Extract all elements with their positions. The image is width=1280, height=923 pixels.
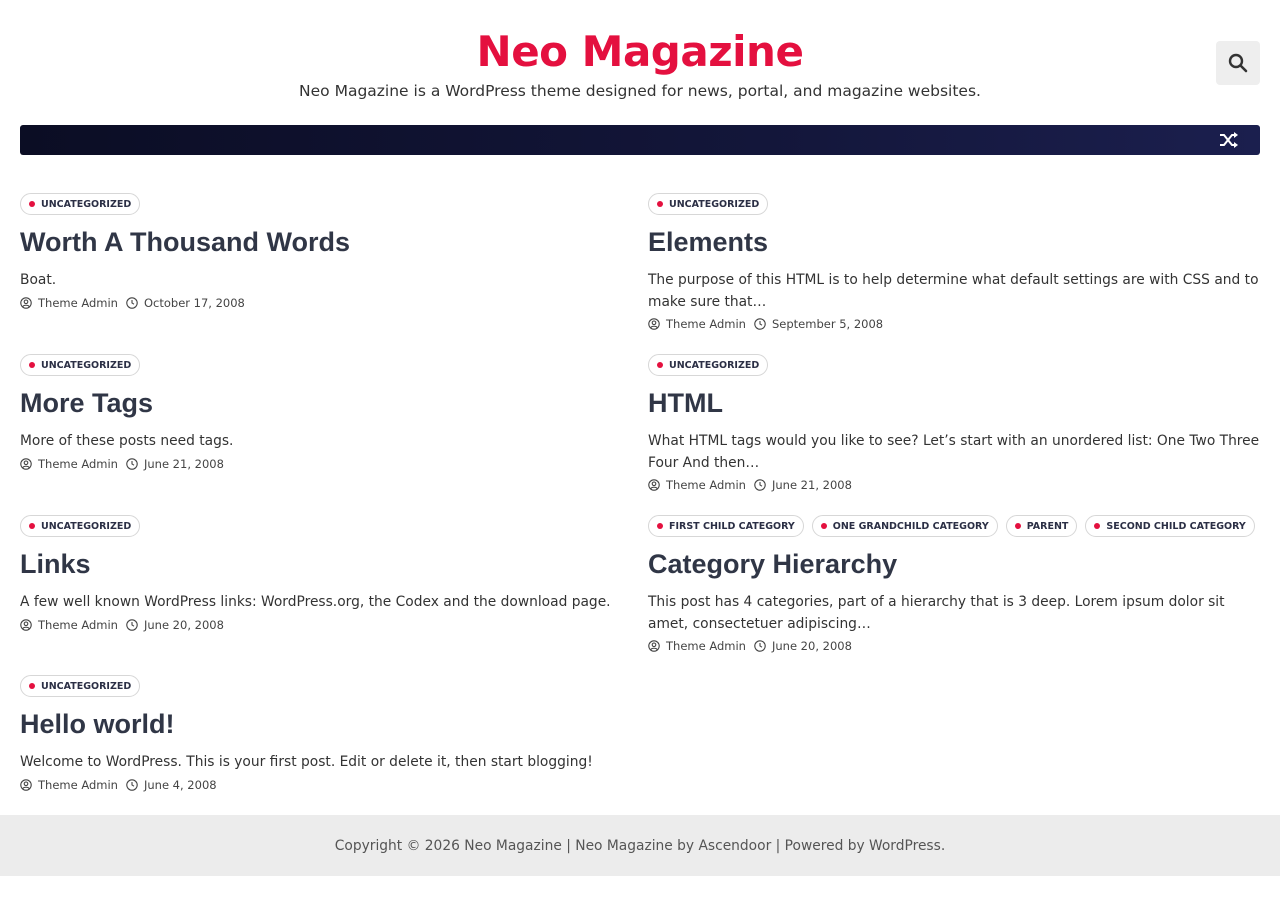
clock-icon [126, 779, 141, 791]
category-badge[interactable]: SECOND CHILD CATEGORY [1085, 515, 1254, 537]
user-icon [20, 458, 35, 470]
post-author[interactable] [20, 457, 118, 471]
post-excerpt: Welcome to WordPress. This is your first post. Edit or delete it, then start blogging! [20, 754, 593, 770]
post-card [648, 515, 1260, 656]
user-icon [20, 619, 35, 631]
post-excerpt: What HTML tags would you like to see? Let’s start with an unordered list: One Two Three Four And then… [648, 433, 1260, 471]
footer-period: . [940, 837, 946, 854]
post-title[interactable]: Worth A Thousand Words [20, 227, 350, 257]
date-text[interactable]: June 20, 2008 [143, 617, 224, 632]
user-icon [648, 479, 663, 491]
author-name[interactable]: Theme Admin [666, 478, 746, 492]
post-card [20, 193, 632, 313]
post-title[interactable]: Category Hierarchy [648, 549, 898, 579]
primary-navigation [20, 125, 1260, 155]
post-excerpt: More of these posts need tags. [20, 433, 234, 449]
post-author[interactable] [20, 296, 118, 310]
footer-wordpress-link[interactable]: WordPress [869, 837, 941, 854]
post-date[interactable] [754, 478, 852, 492]
date-text[interactable]: June 4, 2008 [143, 777, 217, 792]
post-title[interactable]: Links [20, 549, 91, 579]
category-badge[interactable]: UNCATEGORIZED [20, 193, 140, 215]
post-categories [20, 515, 632, 538]
category-badge[interactable]: UNCATEGORIZED [648, 354, 768, 376]
site-title[interactable]: Neo Magazine [476, 27, 804, 76]
post-date[interactable] [754, 639, 852, 653]
shuffle-icon [1219, 131, 1239, 149]
post-title[interactable]: HTML [648, 388, 723, 418]
category-badge[interactable]: ONE GRANDCHILD CATEGORY [812, 515, 998, 537]
post-excerpt: The purpose of this HTML is to help determine what default settings are with CSS and to make sure that… [648, 272, 1259, 310]
post-excerpt: A few well known WordPress links: WordPress.org, the Codex and the download page. [20, 594, 611, 610]
post-meta [20, 293, 632, 313]
site-footer [0, 815, 1280, 876]
post-date[interactable] [126, 618, 224, 632]
date-text[interactable]: September 5, 2008 [771, 317, 884, 331]
footer-author-link[interactable]: Ascendoor [698, 837, 772, 854]
date-text[interactable]: June 21, 2008 [771, 478, 852, 492]
post-card [648, 193, 1260, 334]
post-author[interactable] [648, 317, 746, 331]
clock-icon [754, 318, 769, 330]
footer-separator: | [566, 837, 571, 854]
category-badge[interactable]: UNCATEGORIZED [20, 515, 140, 537]
search-icon [1228, 53, 1248, 73]
post-author[interactable] [20, 778, 118, 792]
author-name[interactable]: Theme Admin [38, 295, 118, 310]
post-date[interactable] [126, 296, 245, 310]
footer-theme-name: Neo Magazine [575, 837, 673, 854]
user-icon [20, 297, 35, 309]
post-categories [648, 193, 1260, 216]
post-title[interactable]: Elements [648, 227, 769, 257]
post-meta [648, 636, 1260, 656]
post-meta [20, 454, 632, 474]
category-badge[interactable]: FIRST CHILD CATEGORY [648, 515, 804, 537]
post-categories [648, 354, 1260, 377]
post-date[interactable] [126, 457, 224, 471]
clock-icon [126, 619, 141, 631]
post-card [20, 354, 632, 474]
post-excerpt: Boat. [20, 272, 57, 288]
post-date[interactable] [754, 317, 883, 331]
post-author[interactable] [20, 618, 118, 632]
post-meta [648, 475, 1260, 495]
date-text[interactable]: June 21, 2008 [143, 456, 224, 471]
clock-icon [754, 479, 769, 491]
post-card [20, 675, 632, 795]
post-author[interactable] [648, 478, 746, 492]
post-categories [648, 515, 1260, 538]
post-meta [20, 615, 632, 635]
clock-icon [126, 297, 141, 309]
post-meta [648, 314, 1260, 334]
post-title[interactable]: Hello world! [20, 709, 175, 739]
category-badge[interactable]: UNCATEGORIZED [20, 354, 140, 376]
user-icon [648, 318, 663, 330]
author-name[interactable]: Theme Admin [666, 317, 746, 331]
post-author[interactable] [648, 639, 746, 653]
copyright-text: Copyright © 2026 [334, 837, 460, 854]
post-title[interactable]: More Tags [20, 388, 154, 418]
user-icon [20, 779, 35, 791]
post-categories [20, 354, 632, 377]
category-badge[interactable]: UNCATEGORIZED [20, 675, 140, 697]
author-name[interactable]: Theme Admin [666, 639, 746, 653]
date-text[interactable]: June 20, 2008 [771, 639, 852, 653]
category-badge[interactable]: PARENT [1006, 515, 1078, 537]
site-description: Neo Magazine is a WordPress theme designed for news, portal, and magazine websites. [299, 82, 981, 100]
footer-powered-text: | Powered by [775, 837, 865, 854]
post-card [648, 354, 1260, 495]
user-icon [648, 640, 663, 652]
clock-icon [754, 640, 769, 652]
footer-site-link[interactable]: Neo Magazine [464, 837, 562, 854]
footer-by-text: by [677, 837, 695, 854]
post-date[interactable] [126, 778, 217, 792]
post-meta [20, 775, 632, 795]
author-name[interactable]: Theme Admin [38, 617, 118, 632]
random-post-button[interactable] [1218, 130, 1240, 150]
author-name[interactable]: Theme Admin [38, 456, 118, 471]
post-categories [20, 675, 632, 698]
date-text[interactable]: October 17, 2008 [143, 295, 245, 310]
post-categories [20, 193, 632, 216]
site-header [0, 0, 1280, 125]
category-badge[interactable]: UNCATEGORIZED [648, 193, 768, 215]
author-name[interactable]: Theme Admin [38, 777, 118, 792]
post-excerpt: This post has 4 categories, part of a hierarchy that is 3 deep. Lorem ipsum dolor sit amet, consectetuer adipiscing… [648, 594, 1225, 632]
clock-icon [126, 458, 141, 470]
search-button[interactable] [1216, 41, 1260, 85]
post-card [20, 515, 632, 635]
